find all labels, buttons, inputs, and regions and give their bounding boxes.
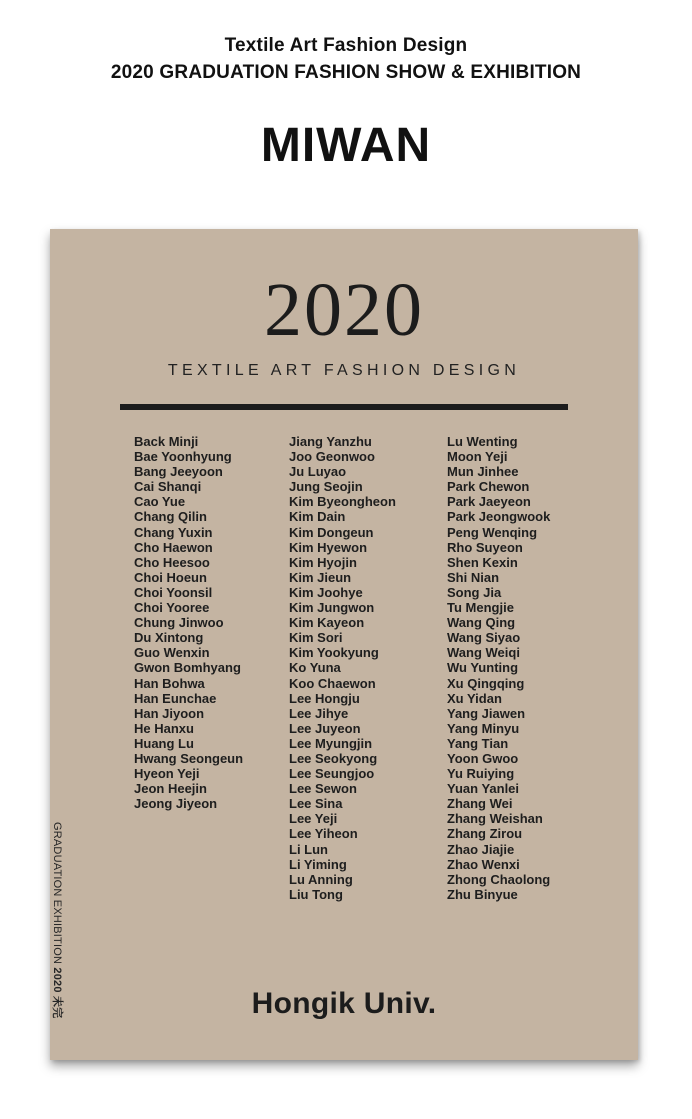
graduate-name: Kim Kayeon bbox=[289, 615, 365, 631]
graduate-name: Liu Tong bbox=[289, 886, 343, 902]
graduate-name: Zhu Binyue bbox=[447, 886, 518, 902]
graduate-name: Chang Qilin bbox=[134, 509, 207, 525]
graduate-name: Wu Yunting bbox=[447, 660, 519, 676]
graduate-name: Hwang Seongeun bbox=[134, 750, 244, 766]
graduate-name: Bae Yoonhyung bbox=[134, 449, 232, 465]
graduate-name: Huang Lu bbox=[134, 735, 194, 751]
vertical-caption-label: GRADUATION EXHIBITION bbox=[51, 822, 63, 965]
graduate-name: Kim Hyewon bbox=[289, 539, 368, 555]
graduate-name: Kim Sori bbox=[289, 630, 343, 646]
names-column-1 bbox=[134, 434, 243, 811]
graduate-name: Kim Jieun bbox=[289, 569, 352, 585]
header-title: Textile Art Fashion Design bbox=[224, 35, 468, 56]
graduate-name: Jiang Yanzhu bbox=[289, 434, 372, 449]
graduate-name: He Hanxu bbox=[134, 720, 194, 736]
graduate-name: Lee Yiheon bbox=[289, 826, 358, 842]
graduate-name: Jeon Heejin bbox=[134, 781, 207, 797]
poster bbox=[50, 229, 638, 1060]
names-column-3 bbox=[447, 434, 550, 902]
graduate-name: Peng Wenqing bbox=[447, 524, 538, 540]
graduate-name: Xu Yidan bbox=[447, 690, 502, 706]
graduate-name: Bang Jeeyoon bbox=[134, 464, 223, 480]
graduate-name: Back Minji bbox=[134, 434, 199, 449]
graduate-name: Wang Qing bbox=[447, 615, 516, 631]
divider-rule bbox=[120, 404, 568, 410]
graduate-name: Li Yiming bbox=[289, 856, 347, 872]
graduate-name: Guo Wenxin bbox=[134, 645, 210, 661]
graduate-name: Cao Yue bbox=[134, 494, 186, 510]
graduate-name: Ko Yuna bbox=[289, 660, 341, 676]
graduate-name: Mun Jinhee bbox=[447, 464, 519, 480]
graduate-name: Koo Chaewon bbox=[289, 675, 376, 691]
graduate-name: Zhong Chaolong bbox=[447, 871, 551, 887]
graduate-name: Wang Siyao bbox=[447, 630, 521, 646]
graduate-name: Ju Luyao bbox=[289, 464, 347, 480]
graduate-name: Zhao Jiajie bbox=[447, 841, 515, 857]
graduate-name: Zhang Zirou bbox=[447, 826, 523, 842]
graduate-name: Cai Shanqi bbox=[134, 479, 202, 495]
graduate-name: Hyeon Yeji bbox=[134, 766, 200, 782]
brand-name: MIWAN bbox=[260, 119, 432, 172]
graduate-name: Song Jia bbox=[447, 584, 502, 600]
graduate-name: Choi Hoeun bbox=[134, 569, 207, 585]
graduate-name: Kim Dongeun bbox=[289, 524, 374, 540]
graduate-name: Lu Anning bbox=[289, 871, 353, 887]
graduate-name: Shen Kexin bbox=[447, 554, 518, 570]
graduate-name: Tu Mengjie bbox=[447, 600, 514, 616]
graduate-name: Kim Hyojin bbox=[289, 554, 357, 570]
graduate-name: Jung Seojin bbox=[289, 479, 363, 495]
header-subtitle: 2020 GRADUATION FASHION SHOW & EXHIBITION bbox=[110, 62, 582, 83]
names-column-2 bbox=[289, 434, 396, 902]
graduate-name: Xu Qingqing bbox=[447, 675, 525, 691]
graduate-name: Lee Seungjoo bbox=[289, 766, 375, 782]
graduate-name: Lee Juyeon bbox=[289, 720, 361, 736]
graduate-name: Park Jaeyeon bbox=[447, 494, 531, 510]
graduate-name: Kim Joohye bbox=[289, 584, 363, 600]
graduate-name: Zhang Wei bbox=[447, 796, 513, 812]
graduate-name: Yang Jiawen bbox=[447, 705, 526, 721]
graduate-name: Kim Jungwon bbox=[289, 600, 375, 616]
graduate-name: Cho Heesoo bbox=[134, 554, 210, 570]
graduate-name: Lee Seokyong bbox=[289, 750, 378, 766]
graduate-name: Chung Jinwoo bbox=[134, 615, 224, 631]
graduate-name: Park Jeongwook bbox=[447, 509, 551, 525]
graduate-name: Choi Yooree bbox=[134, 600, 210, 616]
graduate-name: Moon Yeji bbox=[447, 449, 508, 465]
graduate-name: Lee Hongju bbox=[289, 690, 360, 706]
graduate-name: Gwon Bomhyang bbox=[134, 660, 241, 676]
graduate-name: Yu Ruiying bbox=[447, 766, 515, 782]
graduate-name: Lee Myungjin bbox=[289, 735, 373, 751]
graduate-name: Yang Tian bbox=[447, 735, 509, 751]
graduate-name: Yoon Gwoo bbox=[447, 750, 519, 766]
graduate-name: Lee Jihye bbox=[289, 705, 349, 721]
graduate-name: Joo Geonwoo bbox=[289, 449, 375, 465]
graduate-name: Choi Yoonsil bbox=[134, 584, 213, 600]
poster-year: 2020 bbox=[264, 268, 424, 352]
graduate-name: Zhao Wenxi bbox=[447, 856, 520, 872]
graduate-name: Kim Dain bbox=[289, 509, 346, 525]
graduate-name: Du Xintong bbox=[134, 630, 204, 646]
graduate-name: Lee Sewon bbox=[289, 781, 357, 797]
graduate-name: Jeong Jiyeon bbox=[134, 796, 218, 812]
graduate-name: Shi Nian bbox=[447, 569, 500, 585]
poster-subtitle: TEXTILE ART FASHION DESIGN bbox=[167, 362, 521, 379]
graduate-name: Wang Weiqi bbox=[447, 645, 520, 661]
graduate-name: Zhang Weishan bbox=[447, 811, 543, 827]
graduate-name: Kim Byeongheon bbox=[289, 494, 396, 510]
graduate-name: Yang Minyu bbox=[447, 720, 520, 736]
vertical-caption-suffix: 未完 bbox=[51, 995, 63, 1019]
graduate-name: Lee Sina bbox=[289, 796, 343, 812]
graduate-name: Han Jiyoon bbox=[134, 705, 205, 721]
graduate-name: Kim Yookyung bbox=[289, 645, 379, 661]
graduate-name: Lu Wenting bbox=[447, 434, 518, 449]
graduate-name: Han Bohwa bbox=[134, 675, 205, 691]
graduate-name: Chang Yuxin bbox=[134, 524, 213, 540]
graduate-name: Rho Suyeon bbox=[447, 539, 523, 555]
graduate-name: Li Lun bbox=[289, 841, 328, 857]
graduate-name: Cho Haewon bbox=[134, 539, 213, 555]
graduate-name: Han Eunchae bbox=[134, 690, 217, 706]
graduate-name: Park Chewon bbox=[447, 479, 530, 495]
university-name: Hongik Univ. bbox=[251, 987, 437, 1020]
vertical-caption-year: 2020 bbox=[51, 967, 63, 993]
graduate-name: Yuan Yanlei bbox=[447, 781, 520, 797]
graduate-name: Lee Yeji bbox=[289, 811, 338, 827]
